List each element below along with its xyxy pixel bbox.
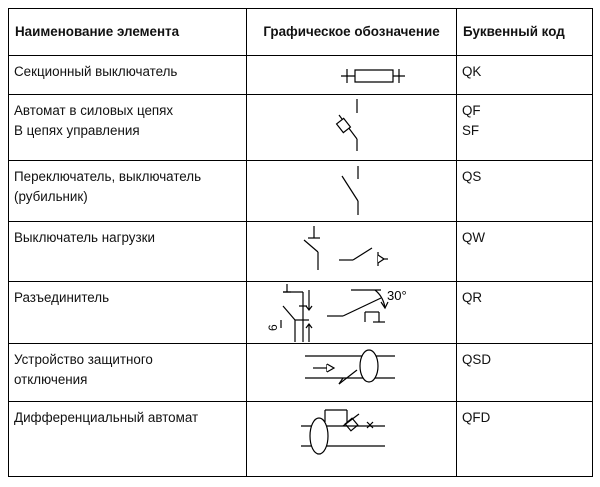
code-cell xyxy=(457,95,593,161)
symbols-table xyxy=(8,8,593,477)
element-name-line: отключения xyxy=(14,372,88,387)
element-name-line: Устройство защитного xyxy=(14,352,153,367)
size-label: 6 xyxy=(266,324,280,331)
code-cell xyxy=(457,282,593,344)
symbol-cell xyxy=(247,56,457,95)
table-row xyxy=(9,56,593,95)
letter-code: QFD xyxy=(462,410,491,425)
element-name-line: В цепях управления xyxy=(14,123,140,138)
letter-code: QSD xyxy=(462,352,492,367)
symbol-cell xyxy=(247,282,457,344)
element-name-line: Выключатель нагрузки xyxy=(14,230,155,245)
letter-code: QF xyxy=(462,103,481,118)
symbol-cell xyxy=(247,95,457,161)
code-cell xyxy=(457,344,593,402)
header-row xyxy=(9,9,593,56)
header-code: Буквенный код xyxy=(457,9,593,56)
disconnector-symbol xyxy=(247,282,457,344)
table-row xyxy=(9,161,593,222)
code-cell xyxy=(457,402,593,477)
code-cell xyxy=(457,222,593,282)
element-name xyxy=(9,161,247,222)
header-name: Наименование элемента xyxy=(9,9,247,56)
letter-code: SF xyxy=(462,123,480,138)
code-cell xyxy=(457,161,593,222)
code-cell xyxy=(457,56,593,95)
knife-switch-symbol xyxy=(247,161,457,222)
table-row xyxy=(9,95,593,161)
element-name-line: Дифференциальный автомат xyxy=(14,410,199,425)
letter-code: QR xyxy=(462,290,483,305)
element-name-line: Автомат в силовых цепях xyxy=(14,103,174,118)
element-name-line: (рубильник) xyxy=(14,189,88,204)
rcbo-symbol xyxy=(247,402,457,477)
element-name xyxy=(9,344,247,402)
header-symbol: Графическое обозначение xyxy=(247,9,457,56)
sectional-switch-symbol xyxy=(247,56,457,95)
element-name xyxy=(9,95,247,161)
table-row xyxy=(9,344,593,402)
circuit-breaker-symbol xyxy=(247,95,457,161)
letter-code: QS xyxy=(462,169,482,184)
load-switch-symbol xyxy=(247,222,457,282)
element-name-line: Переключатель, выключатель xyxy=(14,169,202,184)
element-name xyxy=(9,282,247,344)
element-name xyxy=(9,402,247,477)
symbol-cell xyxy=(247,161,457,222)
letter-code: QK xyxy=(462,64,482,79)
rcd-symbol xyxy=(247,344,457,402)
element-name-line: Секционный выключатель xyxy=(14,64,178,79)
symbol-cell xyxy=(247,222,457,282)
letter-code: QW xyxy=(462,230,486,245)
element-name xyxy=(9,56,247,95)
element-name xyxy=(9,222,247,282)
angle-label: 30° xyxy=(387,288,407,303)
table-row xyxy=(9,282,593,344)
table-row xyxy=(9,402,593,477)
symbol-cell xyxy=(247,402,457,477)
table-row xyxy=(9,222,593,282)
element-name-line: Разъединитель xyxy=(14,290,110,305)
symbol-cell xyxy=(247,344,457,402)
